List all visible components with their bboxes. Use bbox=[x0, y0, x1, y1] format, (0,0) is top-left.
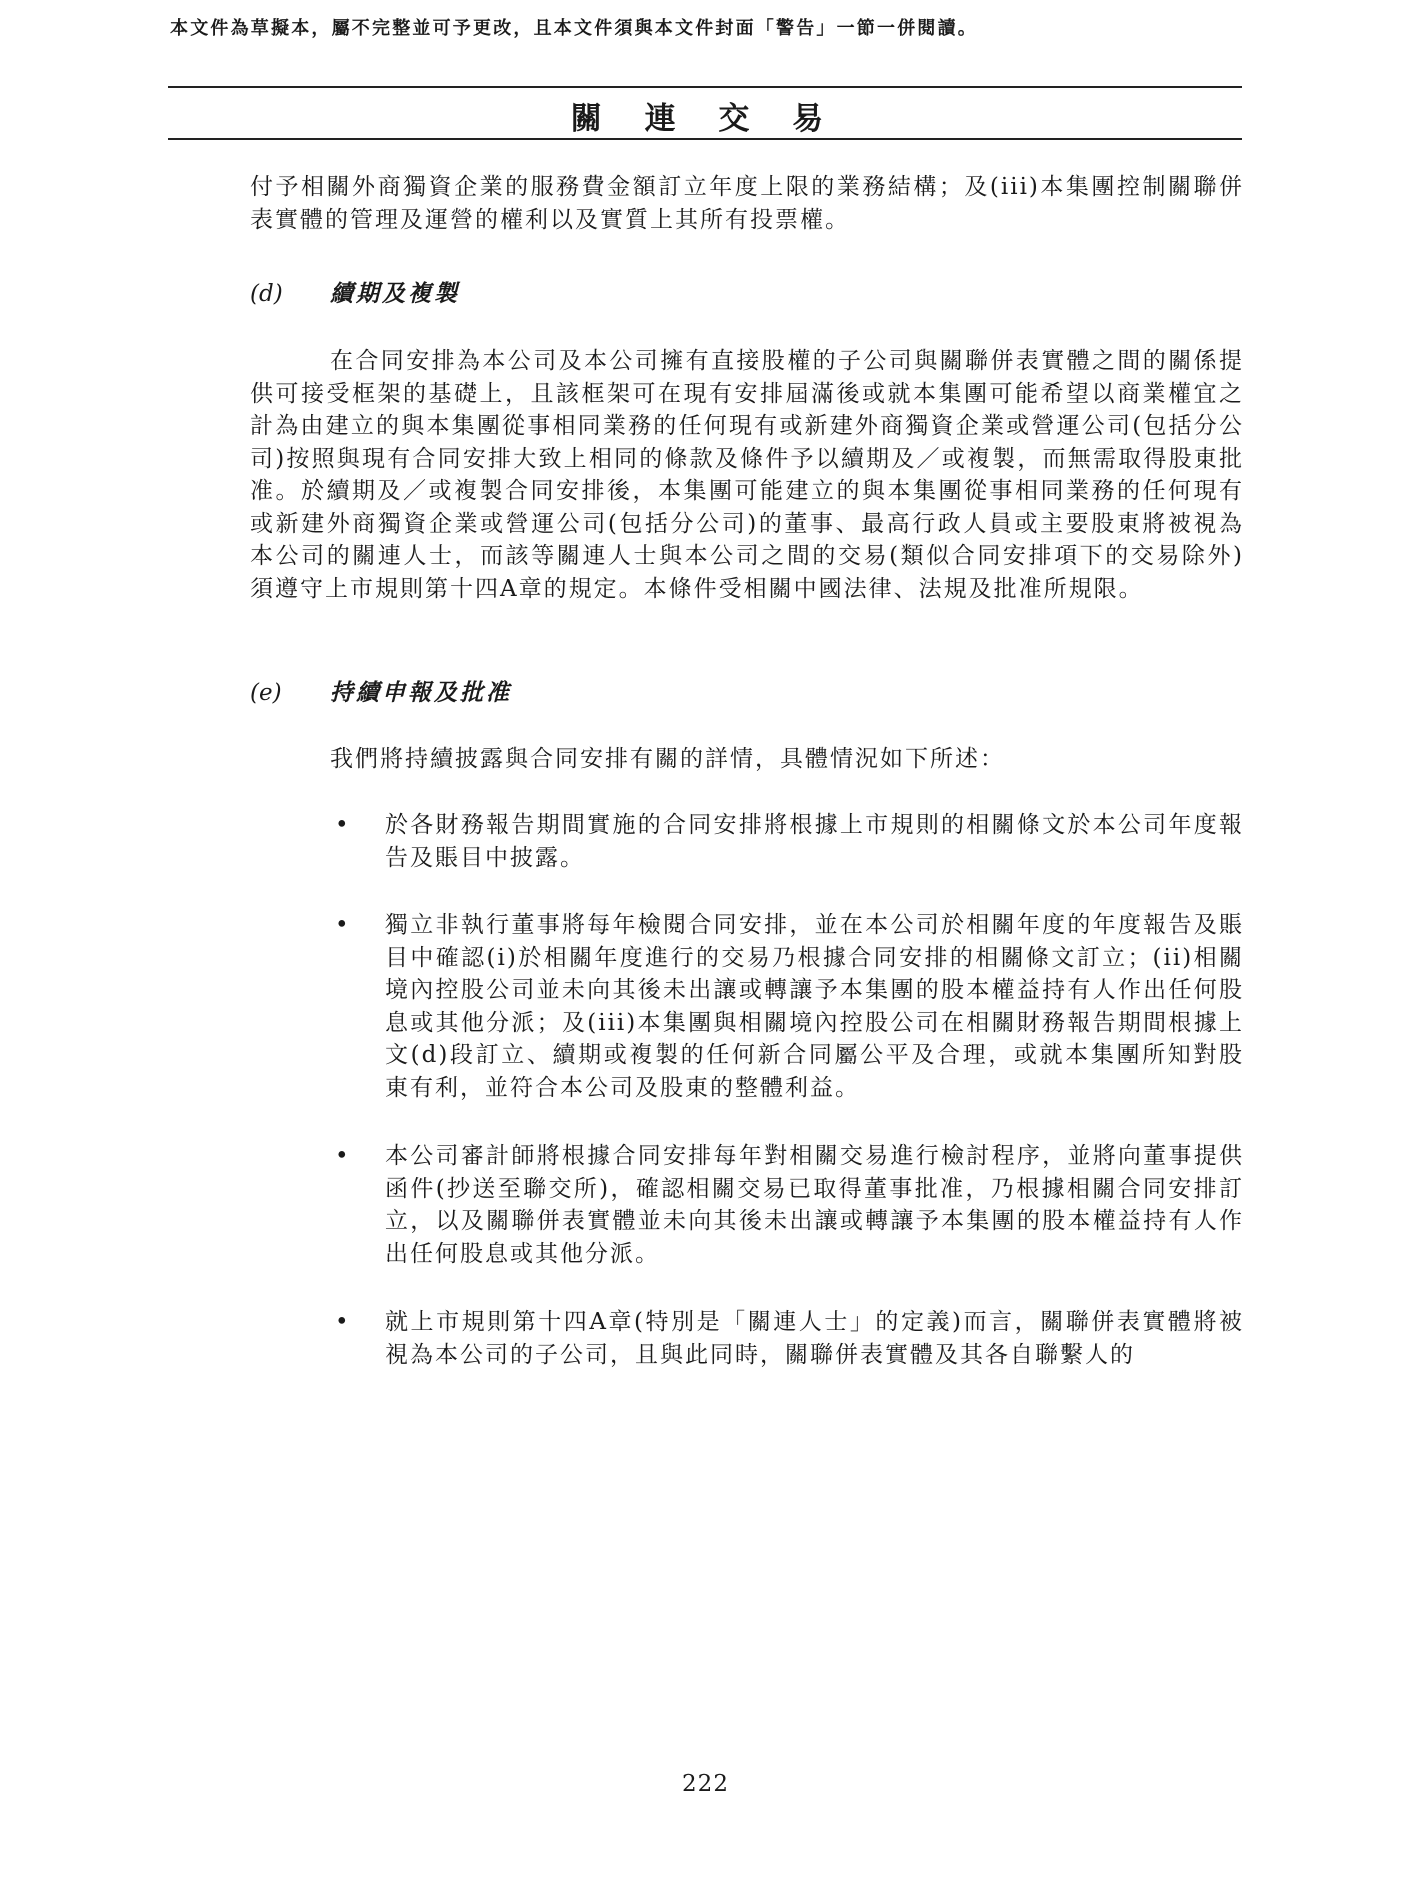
section-e-heading bbox=[250, 677, 512, 709]
page-number: 222 bbox=[682, 1771, 729, 1797]
draft-notice: 本文件為草擬本，屬不完整並可予更改，且本文件須與本文件封面「警告」一節一併閱讀。 bbox=[170, 18, 978, 39]
list-item-text: 本公司審計師將根據合同安排每年對相關交易進行檢討程序，並將向董事提供函件(抄送至聯交所)，確認相關交易已取得董事批准，乃根據相關合同安排訂立，以及關聯併表實體並未向其後未出讓或轉讓予本集團的股本權益持有人作出任何股息或其他分派。 bbox=[385, 1143, 1244, 1267]
page-title: 關 連 交 易 bbox=[570, 101, 840, 137]
list-item-text: 於各財務報告期間實施的合同安排將根據上市規則的相關條文於本公司年度報告及賬目中披露。 bbox=[385, 812, 1244, 871]
section-d-heading bbox=[250, 278, 460, 310]
bullet-icon: • bbox=[335, 1309, 349, 1335]
section-d-title: 續期及複製 bbox=[330, 280, 460, 307]
list-item bbox=[335, 909, 1244, 1104]
section-e-title: 持續申報及批准 bbox=[330, 679, 512, 706]
title-rule-top bbox=[168, 86, 1242, 88]
bullet-icon: • bbox=[335, 912, 349, 938]
bullet-icon: • bbox=[335, 1143, 349, 1169]
list-item-text: 獨立非執行董事將每年檢閱合同安排，並在本公司於相關年度的年度報告及賬目中確認(i)於相關年度進行的交易乃根據合同安排的相關條文訂立；(ii)相關境內控股公司並未向其後未出讓或轉讓予本集團的股本權益持有人作出任何股息或其他分派；及(iii)本集團與相關境內控股公司在相關財務報告期間根據上文(d)段訂立、續期或複製的任何新合同屬公平及合理，或就本集團所知對股東有利，並符合本公司及股東的整體利益。 bbox=[385, 912, 1244, 1101]
list-item bbox=[335, 1140, 1244, 1270]
list-item bbox=[335, 1306, 1244, 1371]
list-item-text: 就上市規則第十四A章(特別是「關連人士」的定義)而言，關聯併表實體將被視為本公司的子公司，且與此同時，關聯併表實體及其各自聯繫人的 bbox=[385, 1309, 1244, 1368]
section-d-paragraph: 在合同安排為本公司及本公司擁有直接股權的子公司與關聯併表實體之間的關係提供可接受框架的基礎上，且該框架可在現有安排屆滿後或就本集團可能希望以商業權宜之計為由建立的與本集團從事相同業務的任何現有或新建外商獨資企業或營運公司(包括分公司)按照與現有合同安排大致上相同的條款及條件予以續期及／或複製，而無需取得股東批准。於續期及／或複製合同安排後，本集團可能建立的與本集團從事相同業務的任何現有或新建外商獨資企業或營運公司(包括分公司)的董事、最高行政人員或主要股東將被視為本公司的關連人士，而該等關連人士與本公司之間的交易(類似合同安排項下的交易除外)須遵守上市規則第十四A章的規定。本條件受相關中國法律、法規及批准所規限。 bbox=[250, 348, 1244, 602]
section-e-intro: 我們將持續披露與合同安排有關的詳情，具體情況如下所述： bbox=[330, 746, 1005, 772]
bullet-icon: • bbox=[335, 812, 349, 838]
continuation-paragraph: 付予相關外商獨資企業的服務費金額訂立年度上限的業務結構；及(iii)本集團控制關聯併表實體的管理及運營的權利以及實質上其所有投票權。 bbox=[250, 174, 1244, 233]
list-item bbox=[335, 809, 1244, 874]
title-rule-bottom bbox=[168, 138, 1242, 140]
section-e-label: (e) bbox=[250, 680, 282, 706]
section-d-label: (d) bbox=[250, 281, 283, 307]
